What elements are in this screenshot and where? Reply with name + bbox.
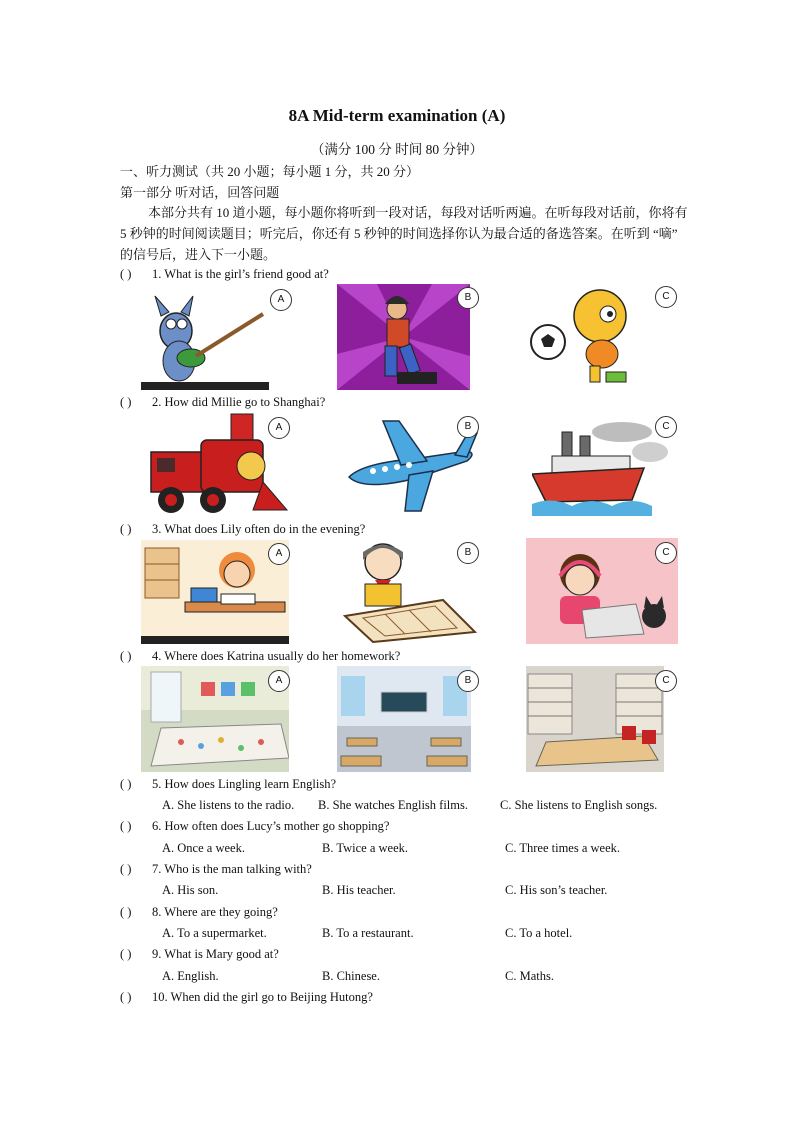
option-label: B	[457, 287, 479, 309]
option-c[interactable]: C. His son’s teacher.	[505, 883, 608, 897]
option-2c-image[interactable]	[532, 412, 672, 516]
train-icon	[141, 412, 288, 518]
option-c[interactable]: C. She listens to English songs.	[500, 798, 658, 812]
option-a[interactable]: A. English.	[162, 969, 219, 983]
exam-info: （满分 100 分 时间 80 分钟）	[310, 142, 484, 157]
option-c[interactable]: C. To a hotel.	[505, 926, 573, 940]
answer-blank[interactable]: ( )	[120, 395, 132, 409]
option-c[interactable]: C. Three times a week.	[505, 841, 621, 855]
classroom-icon	[337, 666, 471, 772]
option-label: A	[268, 670, 290, 692]
instructions-text: 本部分共有 10 道小题，每小题你将听到一段对话，每段对话听两遍。在听每段对话前，你将有 5 秒钟的时间阅读题目；听完后，你还有 5 秒钟的时间选择你认为最合适的备选答案。在听到 “嘀” 的信号后，进入下一小题。	[120, 205, 688, 262]
option-label: C	[655, 542, 677, 564]
answer-blank[interactable]: ( )	[120, 819, 132, 833]
option-2a-image[interactable]	[141, 412, 288, 518]
option-b[interactable]: B. His teacher.	[322, 883, 396, 897]
option-c[interactable]: C. Maths.	[505, 969, 554, 983]
boy-kicking-football-icon	[526, 284, 648, 390]
question-4	[120, 649, 400, 664]
option-label: C	[655, 286, 677, 308]
page-title: 8A Mid-term examination (A)	[288, 106, 506, 125]
answer-blank[interactable]: ( )	[120, 267, 132, 281]
question-7	[120, 862, 312, 877]
option-a[interactable]: A. His son.	[162, 883, 219, 897]
instructions	[120, 202, 690, 265]
question-text: 6. How often does Lucy’s mother go shopping?	[152, 819, 390, 833]
answer-blank[interactable]: ( )	[120, 522, 132, 536]
option-b[interactable]: B. She watches English films.	[318, 798, 468, 812]
question-6	[120, 819, 389, 834]
option-a[interactable]: A. She listens to the radio.	[162, 798, 295, 812]
option-label: A	[268, 417, 290, 439]
section-heading: 一、听力测试（共 20 小题；每小题 1 分，共 20 分）	[120, 164, 420, 179]
ship-icon	[532, 412, 672, 516]
option-b[interactable]: B. Twice a week.	[322, 841, 409, 855]
question-text: 5. How does Lingling learn English?	[152, 777, 336, 791]
boy-playing-chess-icon	[335, 536, 477, 644]
option-label: C	[655, 670, 677, 692]
question-2	[120, 395, 325, 410]
option-label: A	[270, 289, 292, 311]
answer-blank[interactable]: ( )	[120, 862, 132, 876]
cat-playing-guitar-icon	[141, 286, 269, 390]
question-10	[120, 990, 373, 1005]
question-text: 8. Where are they going?	[152, 905, 278, 919]
question-1	[120, 267, 329, 282]
question-text: 1. What is the girl’s friend good at?	[152, 267, 329, 281]
question-8	[120, 905, 278, 920]
option-1b-image[interactable]	[337, 284, 470, 390]
option-4b-image[interactable]	[337, 666, 471, 772]
question-9	[120, 947, 279, 962]
option-label: A	[268, 543, 290, 565]
library-icon	[526, 666, 664, 772]
question-text: 2. How did Millie go to Shanghai?	[152, 395, 326, 409]
option-1a-image[interactable]	[141, 286, 269, 390]
option-b[interactable]: B. Chinese.	[322, 969, 380, 983]
answer-blank[interactable]: ( )	[120, 905, 132, 919]
option-3a-image[interactable]	[141, 540, 289, 644]
option-3b-image[interactable]	[335, 536, 477, 644]
option-4a-image[interactable]	[141, 666, 289, 772]
option-label: B	[457, 542, 479, 564]
option-label: B	[457, 670, 479, 692]
option-a[interactable]: A. To a supermarket.	[162, 926, 267, 940]
question-3	[120, 522, 365, 537]
singer-on-stage-icon	[337, 284, 470, 390]
answer-blank[interactable]: ( )	[120, 649, 132, 663]
option-label: C	[655, 416, 677, 438]
answer-blank[interactable]: ( )	[120, 990, 132, 1004]
question-5	[120, 777, 336, 792]
question-text: 9. What is Mary good at?	[152, 947, 279, 961]
question-text: 4. Where does Katrina usually do her homework?	[152, 649, 401, 663]
question-text: 10. When did the girl go to Beijing Hutong?	[152, 990, 373, 1004]
option-b[interactable]: B. To a restaurant.	[322, 926, 414, 940]
answer-blank[interactable]: ( )	[120, 947, 132, 961]
answer-blank[interactable]: ( )	[120, 777, 132, 791]
option-1c-image[interactable]	[526, 284, 648, 390]
option-label: B	[457, 416, 479, 438]
option-a[interactable]: A. Once a week.	[162, 841, 245, 855]
part-heading: 第一部分 听对话，回答问题	[120, 185, 280, 200]
option-4c-image[interactable]	[526, 666, 664, 772]
question-text: 7. Who is the man talking with?	[152, 862, 312, 876]
girl-studying-icon	[141, 540, 289, 644]
question-text: 3. What does Lily often do in the evening?	[152, 522, 366, 536]
bedroom-icon	[141, 666, 289, 772]
